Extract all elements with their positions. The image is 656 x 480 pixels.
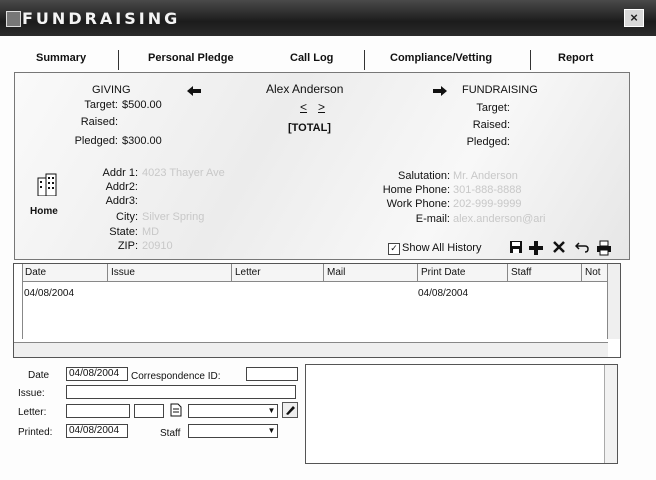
fundraising-raised-label: Raised: — [472, 119, 510, 131]
giving-pledged-value: $300.00 — [122, 135, 162, 147]
table-row-date[interactable]: 04/08/2004 — [24, 288, 75, 299]
staff-label: Staff — [160, 428, 181, 439]
previous-record-button[interactable]: < — [300, 100, 308, 114]
next-record-button[interactable]: > — [318, 100, 326, 114]
addr3-label: Addr3: — [105, 195, 138, 207]
chevron-down-icon[interactable]: ▼ — [267, 426, 276, 435]
letter-template-select[interactable] — [188, 404, 278, 418]
email-value[interactable]: alex.anderson@ari — [453, 213, 546, 225]
giving-title: GIVING — [92, 84, 131, 96]
window-title: FUNDRAISING — [22, 9, 181, 28]
title-bar[interactable] — [0, 0, 656, 36]
correspondence-id-label: Correspondence ID: — [131, 371, 221, 382]
col-header-letter[interactable]: Letter — [232, 264, 324, 282]
vertical-scrollbar[interactable] — [607, 264, 620, 339]
giving-target-label: Target: — [84, 99, 118, 111]
building-icon[interactable] — [36, 172, 56, 196]
show-all-history-checkbox[interactable]: ✓ — [388, 243, 400, 255]
arrow-left-icon[interactable] — [185, 85, 203, 99]
donor-name: Alex Anderson — [266, 82, 344, 96]
tab-compliance-vetting[interactable]: Compliance/Vetting — [390, 52, 493, 64]
fundraising-target-label: Target: — [476, 102, 510, 114]
tab-divider — [530, 50, 531, 70]
show-all-history-label: Show All History — [402, 242, 482, 254]
delete-icon[interactable] — [551, 240, 567, 256]
correspondence-id-field[interactable] — [246, 367, 298, 381]
add-icon[interactable] — [528, 240, 544, 256]
col-header-mail[interactable]: Mail — [324, 264, 418, 282]
tab-report[interactable]: Report — [558, 52, 594, 64]
printed-date-field[interactable]: 04/08/2004 — [66, 424, 128, 438]
home-phone-value[interactable]: 301-888-8888 — [453, 184, 522, 196]
work-phone-label: Work Phone: — [386, 198, 450, 210]
zip-value[interactable]: 20910 — [142, 240, 173, 252]
addr2-label: Addr2: — [105, 181, 138, 193]
notes-textarea[interactable] — [305, 364, 618, 464]
col-header-notes[interactable]: Not — [582, 264, 608, 282]
printed-label: Printed: — [18, 427, 53, 438]
letter-code-field[interactable] — [134, 404, 164, 418]
tab-strip — [14, 44, 630, 72]
salutation-label: Salutation: — [398, 170, 450, 182]
giving-target-value: $500.00 — [122, 99, 162, 111]
col-header-date[interactable]: Date — [22, 264, 108, 282]
letter-field[interactable] — [66, 404, 130, 418]
giving-pledged-label: Pledged: — [74, 135, 118, 147]
app-icon — [6, 11, 21, 27]
arrow-right-icon[interactable] — [431, 85, 449, 99]
call-log-grid[interactable] — [13, 263, 621, 358]
home-label: Home — [30, 206, 58, 217]
notes-scrollbar[interactable] — [604, 365, 617, 463]
col-header-issue[interactable]: Issue — [108, 264, 232, 282]
issue-label: Issue: — [18, 388, 45, 399]
letter-action-icon[interactable] — [282, 402, 298, 418]
tab-divider — [364, 50, 365, 70]
issue-field[interactable] — [66, 385, 296, 399]
date-field[interactable]: 04/08/2004 — [66, 367, 128, 381]
zip-label: ZIP: — [117, 240, 138, 252]
staff-select[interactable] — [188, 424, 278, 438]
addr1-value[interactable]: 4023 Thayer Ave — [142, 167, 225, 179]
city-value[interactable]: Silver Spring — [142, 211, 205, 223]
fundraising-pledged-label: Pledged: — [466, 136, 510, 148]
salutation-value[interactable]: Mr. Anderson — [453, 170, 518, 182]
date-label: Date — [28, 370, 50, 381]
tab-summary[interactable]: Summary — [36, 52, 87, 64]
giving-raised-label: Raised: — [80, 116, 118, 128]
undo-icon[interactable] — [574, 240, 590, 256]
addr1-label: Addr 1: — [102, 167, 138, 179]
row-selector-column[interactable] — [14, 264, 23, 339]
horizontal-scrollbar[interactable] — [14, 342, 608, 357]
state-value[interactable]: MD — [142, 226, 160, 238]
letter-label: Letter: — [18, 407, 47, 418]
city-label: City: — [116, 211, 138, 223]
save-icon[interactable] — [508, 240, 524, 256]
chevron-down-icon[interactable]: ▼ — [267, 406, 276, 415]
col-header-staff[interactable]: Staff — [508, 264, 582, 282]
total-label: [TOTAL] — [288, 122, 331, 134]
document-icon[interactable] — [170, 403, 182, 417]
print-icon[interactable] — [596, 240, 612, 256]
fundraising-title: FUNDRAISING — [462, 84, 538, 96]
email-label: E-mail: — [415, 213, 450, 225]
work-phone-value[interactable]: 202-999-9999 — [453, 198, 522, 210]
table-row-print-date[interactable]: 04/08/2004 — [418, 288, 469, 299]
tab-personal-pledge[interactable]: Personal Pledge — [148, 52, 234, 64]
home-phone-label: Home Phone: — [382, 184, 450, 196]
close-button[interactable]: × — [624, 9, 644, 27]
state-label: State: — [109, 226, 138, 238]
tab-call-log[interactable]: Call Log — [290, 52, 334, 64]
tab-divider — [118, 50, 119, 70]
col-header-print-date[interactable]: Print Date — [418, 264, 508, 282]
